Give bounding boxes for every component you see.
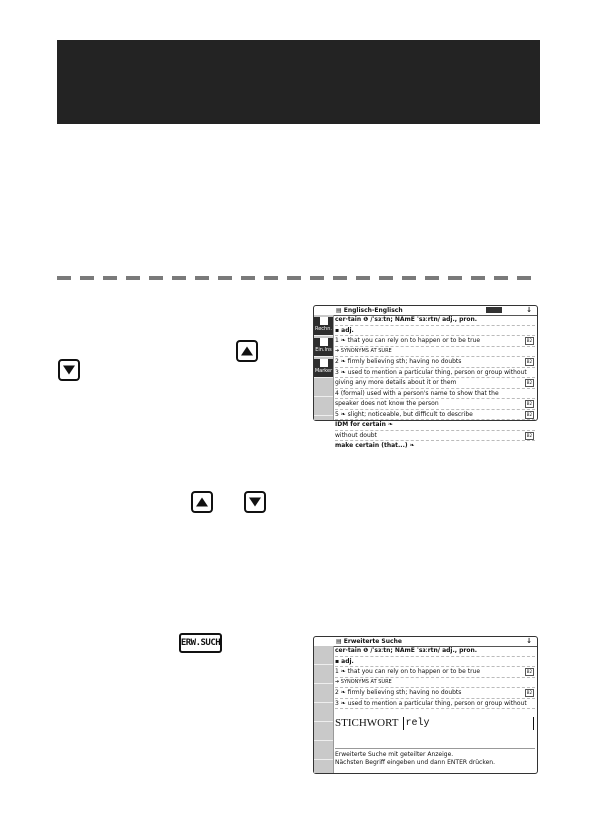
level-tag: B2 [526, 380, 532, 385]
entry-line: ➔ SYNONYMS AT SURE [335, 678, 535, 689]
mode-badge [486, 307, 502, 313]
entry-line: make certain (that...) ❧ [335, 442, 415, 449]
sidebar-empty [314, 378, 333, 397]
sidebar-empty [314, 397, 333, 416]
keyword-label: STICHWORT [335, 717, 399, 729]
entry-line: 4 (formal) used with a person's name to show that the [335, 389, 535, 400]
entry-line: 1 ❧ that you can rely on to happen or to be true B2 [335, 667, 535, 678]
sidebar-empty [314, 646, 333, 665]
level-tag: B2 [526, 359, 532, 364]
instruction-line: Nächsten Begriff eingeben und dann ENTER drücken. [335, 759, 495, 766]
level-tag: B2 [526, 338, 532, 343]
entry-line: ▪ adj. [335, 657, 535, 668]
entry-line: speaker does not know the person B2 [335, 399, 535, 410]
dashed-divider [57, 276, 540, 280]
section-header-bar [57, 40, 540, 124]
function-sidebar [314, 315, 334, 420]
dictionary-screen-english [313, 305, 538, 449]
level-tag: B2 [526, 401, 532, 406]
sidebar-empty [314, 703, 333, 722]
dictionary-screen-extended-search [313, 636, 538, 774]
entry-line: ▪ adj. [335, 326, 535, 337]
instruction-line: Erweiterte Suche mit geteilter Anzeige. [335, 751, 454, 758]
down-arrow-key-icon [244, 491, 266, 513]
screen-title: Erweiterte Suche [343, 638, 402, 645]
entry-line: 5 ❧ slight; noticeable, but difficult to describe B2 [335, 410, 535, 421]
function-sidebar [314, 646, 334, 773]
entry-line: cer·tain ❶ /ˈsɜːtn; NAmE ˈsɜːrtn/ adj., pron. [335, 315, 535, 326]
marker-icon [320, 359, 328, 367]
instruction-footer [335, 748, 535, 767]
insert-icon [320, 338, 328, 346]
sidebar-empty [314, 665, 333, 684]
level-tag: B2 [526, 690, 532, 695]
entry-line: 2 ❧ firmly believing sth; having no doubts B2 [335, 688, 535, 699]
scroll-down-icon: ↓ [526, 637, 532, 645]
entry-line: IDM for certain ❧ [335, 420, 535, 431]
entry-line: 3 ❧ used to mention a particular thing, person or group without [335, 699, 535, 710]
sidebar-label: Ein.Ins [315, 347, 332, 353]
entry-line: giving any more details about it or them B2 [335, 378, 535, 389]
sidebar-empty [314, 684, 333, 703]
sidebar-item-calculator[interactable] [314, 317, 333, 336]
book-icon: ▤ [336, 638, 344, 645]
up-arrow-key-icon [236, 340, 258, 362]
erw-such-key-icon: ERW.SUCH [179, 633, 222, 653]
up-arrow-key-icon [191, 491, 213, 513]
keyword-entry-row [335, 714, 534, 732]
sidebar-item-insert[interactable] [314, 338, 333, 357]
entry-line: 2 ❧ firmly believing sth; having no doubts B2 [335, 357, 535, 368]
down-arrow-key-icon [58, 359, 80, 381]
level-tag: B2 [526, 411, 532, 417]
sidebar-empty [314, 741, 333, 760]
entry-line: 3 ❧ used to mention a particular thing, person or group without [335, 368, 535, 379]
sidebar-label: Rechn. [314, 326, 332, 332]
level-tag: B2 [526, 432, 532, 438]
sidebar-label: Marker [314, 368, 333, 374]
entry-lines [335, 646, 535, 709]
calculator-icon [320, 317, 328, 325]
entry-line: cer·tain ❶ /ˈsɜːtn; NAmE ˈsɜːrtn/ adj., pron. [335, 646, 535, 657]
entry-line: without doubt B2 [335, 431, 535, 442]
sidebar-item-marker[interactable] [314, 359, 333, 378]
book-icon: ▤ [336, 307, 344, 314]
entry-line: 1 ❧ that you can rely on to happen or to be true B2 [335, 336, 535, 347]
scroll-down-icon: ↓ [526, 306, 532, 314]
entry-lines [335, 315, 535, 451]
keyword-input[interactable]: rely [403, 717, 534, 730]
sidebar-empty [314, 722, 333, 741]
entry-line: ➔ SYNONYMS AT SURE [335, 347, 535, 358]
screen-title: Englisch-Englisch [343, 307, 403, 314]
level-tag: B2 [526, 669, 532, 674]
